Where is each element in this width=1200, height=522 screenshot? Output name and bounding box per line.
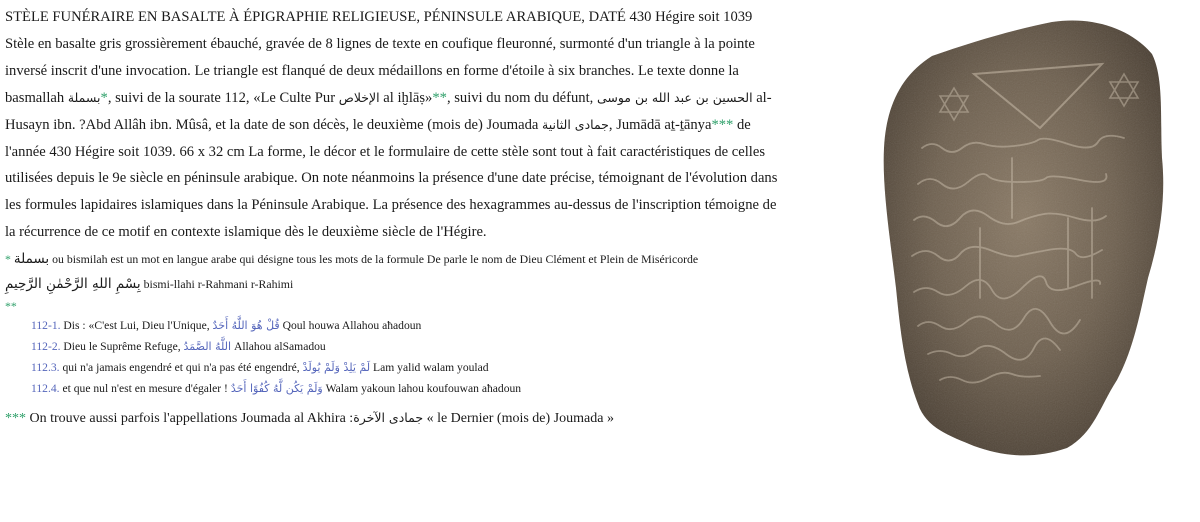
verse-item: 112.4. et que nul n'est en mesure d'égaler ! وَلَمْ يَكُن لَّهُ كُفُوًا أَحَدٌ Walam yakoun lahou koufouwan aħadoun — [31, 382, 522, 396]
arabic-basmala: بسملة — [67, 89, 101, 105]
main-paragraph: STÈLE FUNÉRAIRE EN BASALTE À ÉPIGRAPHIE RELIGIEUSE, PÉNINSULE ARABIQUE, DATÉ 430 Hégire soit 1039 Stèle en basalte gris grossièrement ébauché, gravée de 8 lignes de texte en coufique fleuronné, surmonté d'un triangle à la pointe inversé inscrit d'une invocation. Le triangle est flanqué de deux médaillons en forme d'étoile à six branches. Le texte donne la basmallah بسملة*, suivi de la sourate 112, «Le Culte Pur الإخلاص al iḫlāṣ»**, suivi du nom du défunt, الحسين بن عبد الله بن موسى al-Husayn ibn. ?Abd Allâh ibn. Mûsâ, et la date de son décès, le deuxième (mois de) Joumada جمادى الثانية, Jumādā aṯ-ṯānya*** de l'année 430 Hégire soit 1039. 66 x 32 cm La forme, le décor et le formulaire de cette stèle sont tout à fait caractéristiques de celles utilisées depuis le 9e siècle en péninsule arabique. On note néanmoins la présence d'une date précise, témoignant de l'évolution dans les formules lapidaires islamiques dans la Péninsule Arabique. La présence des hexagrammes au-dessus de l'inscription témoigne de la récurrence de ce motif en contexte islamique dès le deuxième siècle de l'Hégire. — [5, 9, 778, 241]
arabic-jumada: جمادى الثانية — [542, 116, 609, 132]
footnote-star: ** — [5, 299, 17, 314]
stele-image — [862, 8, 1192, 463]
footnote-star: * — [100, 89, 108, 106]
arabic-ikhlas: الإخلاص — [338, 89, 380, 105]
footnote-jumada: *** On trouve aussi parfois l'appellations Joumada al Akhira :جمادى الآخرة « le Dernier (mois de) Joumada » — [5, 410, 614, 427]
stone-texture — [884, 20, 1164, 455]
footnote-basmala: * بسملة ou bismilah est un mot en langue arabe qui désigne tous les mots de la formule De parle le nom de Dieu Clément et Plein de Miséricorde — [5, 251, 699, 268]
footnote-star: * — [5, 252, 11, 267]
description-text — [5, 4, 780, 427]
footnote-basmala-formula: بِسْمِ اللهِ الرَّحْمٰنِ الرَّحِيمِ bismi-llahi r-Rahmani r-Rahimi — [5, 276, 294, 293]
footnote-star: ** — [432, 89, 447, 106]
arabic-name: الحسين بن عبد الله بن موسى — [596, 89, 753, 105]
verse-item: 112-2. Dieu le Suprême Refuge, اللَّهُ الصَّمَدُ Allahou alSamadou — [31, 340, 326, 354]
verse-list — [5, 315, 780, 399]
verse-item: 112.3. qui n'a jamais engendré et qui n'a pas été engendré, لَمْ يَلِدْ وَلَمْ يُولَدْ Lam yalid walam youlad — [31, 361, 489, 375]
footnote-star: *** — [5, 411, 26, 427]
verse-item: 112-1. Dis : «C'est Lui, Dieu l'Unique, قُلْ هُوَ اللَّهُ أَحَدٌ Qoul houwa Allahou aħadoun — [31, 319, 422, 333]
stele-photo — [862, 8, 1192, 463]
footnote-star: *** — [711, 116, 734, 133]
footnote-sourate — [5, 297, 780, 399]
